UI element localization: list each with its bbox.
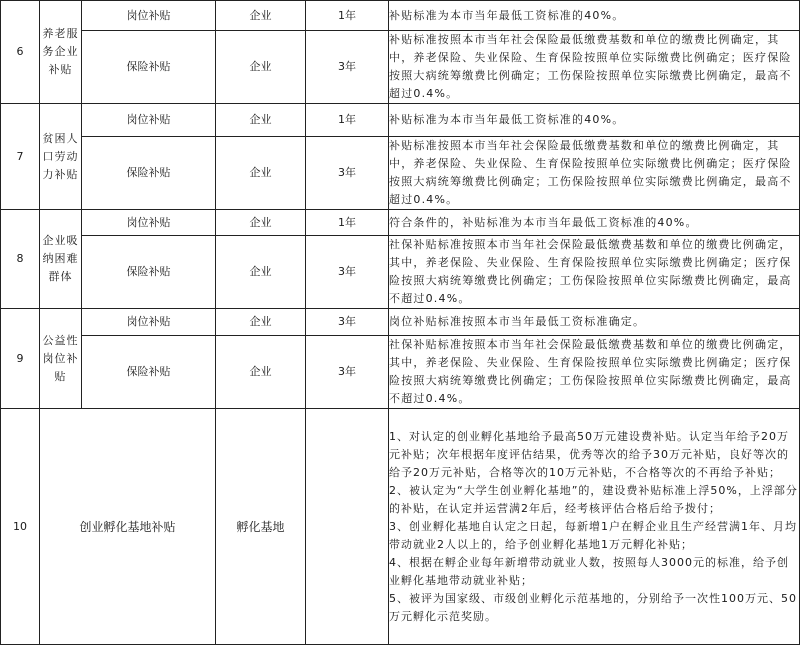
subsidy-description: 岗位补贴标准按照本市当年最低工资标准确定。: [389, 309, 800, 336]
row-number: 9: [1, 309, 40, 409]
subsidy-description: 社保补贴标准按照本市当年社会保险最低缴费基数和单位的缴费比例确定，其中，养老保险、失业保险、生育保险按照单位实际缴费比例确定；医疗保险按照大病统筹缴费比例确定；工伤保险按照单位实际缴费比例确定，最高不超过0.4%。: [389, 236, 800, 309]
table-row: [1, 104, 800, 137]
subsidy-target: 企业: [216, 236, 306, 309]
subsidy-target: 企业: [216, 137, 306, 210]
subsidy-type: 岗位补贴: [82, 104, 216, 137]
subsidy-type: 岗位补贴: [82, 1, 216, 31]
subsidy-description: 补贴标准为本市当年最低工资标准的40%。: [389, 104, 800, 137]
subsidy-type: 保险补贴: [82, 31, 216, 104]
subsidy-type: 创业孵化基地补贴: [40, 409, 216, 645]
subsidy-target: 企业: [216, 309, 306, 336]
subsidy-target: 企业: [216, 31, 306, 104]
table-row: [1, 210, 800, 236]
subsidy-period: 3年: [306, 309, 389, 336]
table-row: [1, 236, 800, 309]
subsidy-period: 1年: [306, 210, 389, 236]
description-item: 4、根据在孵企业每年新增带动就业人数，按照每人3000元的标准，给予创业孵化基地带动就业补贴；: [389, 555, 789, 587]
subsidy-period: [306, 409, 389, 645]
row-number: 6: [1, 1, 40, 104]
subsidy-category: 养老服务企业补贴: [40, 1, 82, 104]
subsidy-type: 保险补贴: [82, 137, 216, 210]
description-item: 3、创业孵化基地自认定之日起，每新增1户在孵企业且生产经营满1年、月均带动就业2人以上的，给予创业孵化基地1万元孵化补贴；: [389, 519, 797, 551]
subsidy-type: 保险补贴: [82, 336, 216, 409]
subsidy-description: 符合条件的，补贴标准为本市当年最低工资标准的40%。: [389, 210, 800, 236]
subsidy-period: 3年: [306, 31, 389, 104]
description-item: 5、被评为国家级、市级创业孵化示范基地的，分别给予一次性100万元、50万元孵化示范奖励。: [389, 591, 797, 623]
subsidy-description: 社保补贴标准按照本市当年社会保险最低缴费基数和单位的缴费比例确定，其中，养老保险、失业保险、生育保险按照单位实际缴费比例确定；医疗保险按照大病统筹缴费比例确定；工伤保险按照单位实际缴费比例确定，最高不超过0.4%。: [389, 336, 800, 409]
subsidy-target: 孵化基地: [216, 409, 306, 645]
row-number: 10: [1, 409, 40, 645]
row-number: 8: [1, 210, 40, 309]
subsidy-period: 3年: [306, 137, 389, 210]
subsidy-category: 公益性岗位补贴: [40, 309, 82, 409]
subsidy-type: 岗位补贴: [82, 309, 216, 336]
table-row: [1, 409, 800, 645]
table-row: [1, 31, 800, 104]
subsidy-target: 企业: [216, 104, 306, 137]
subsidy-target: 企业: [216, 210, 306, 236]
subsidy-period: 1年: [306, 1, 389, 31]
description-item: 2、被认定为“大学生创业孵化基地”的，建设费补贴标准上浮50%，上浮部分的补贴，在认定并运营满2年后，经考核评估合格后给予拨付；: [389, 483, 798, 515]
subsidy-target: 企业: [216, 1, 306, 31]
subsidy-period: 3年: [306, 336, 389, 409]
subsidy-period: 1年: [306, 104, 389, 137]
subsidy-target: 企业: [216, 336, 306, 409]
table-row: [1, 1, 800, 31]
subsidy-description: 补贴标准按照本市当年社会保险最低缴费基数和单位的缴费比例确定，其中，养老保险、失业保险、生育保险按照单位实际缴费比例确定；医疗保险按照大病统筹缴费比例确定；工伤保险按照单位实际缴费比例确定，最高不超过0.4%。: [389, 31, 800, 104]
subsidy-description: 补贴标准按照本市当年社会保险最低缴费基数和单位的缴费比例确定，其中，养老保险、失业保险、生育保险按照单位实际缴费比例确定；医疗保险按照大病统筹缴费比例确定；工伤保险按照单位实际缴费比例确定，最高不超过0.4%。: [389, 137, 800, 210]
table-row: [1, 137, 800, 210]
subsidy-description: [389, 409, 800, 645]
table-row: [1, 336, 800, 409]
row-number: 7: [1, 104, 40, 210]
subsidy-period: 3年: [306, 236, 389, 309]
description-item: 1、对认定的创业孵化基地给予最高50万元建设费补贴。认定当年给予20万元补贴；次年根据年度评估结果，优秀等次的给予30万元补贴，良好等次的给予20万元补贴，合格等次的10万元补贴，不合格等次的不再给予补贴；: [389, 429, 789, 479]
subsidy-type: 保险补贴: [82, 236, 216, 309]
table-row: [1, 309, 800, 336]
subsidy-category: 贫困人口劳动力补贴: [40, 104, 82, 210]
subsidy-type: 岗位补贴: [82, 210, 216, 236]
subsidy-description: 补贴标准为本市当年最低工资标准的40%。: [389, 1, 800, 31]
subsidy-category: 企业吸纳困难群体: [40, 210, 82, 309]
